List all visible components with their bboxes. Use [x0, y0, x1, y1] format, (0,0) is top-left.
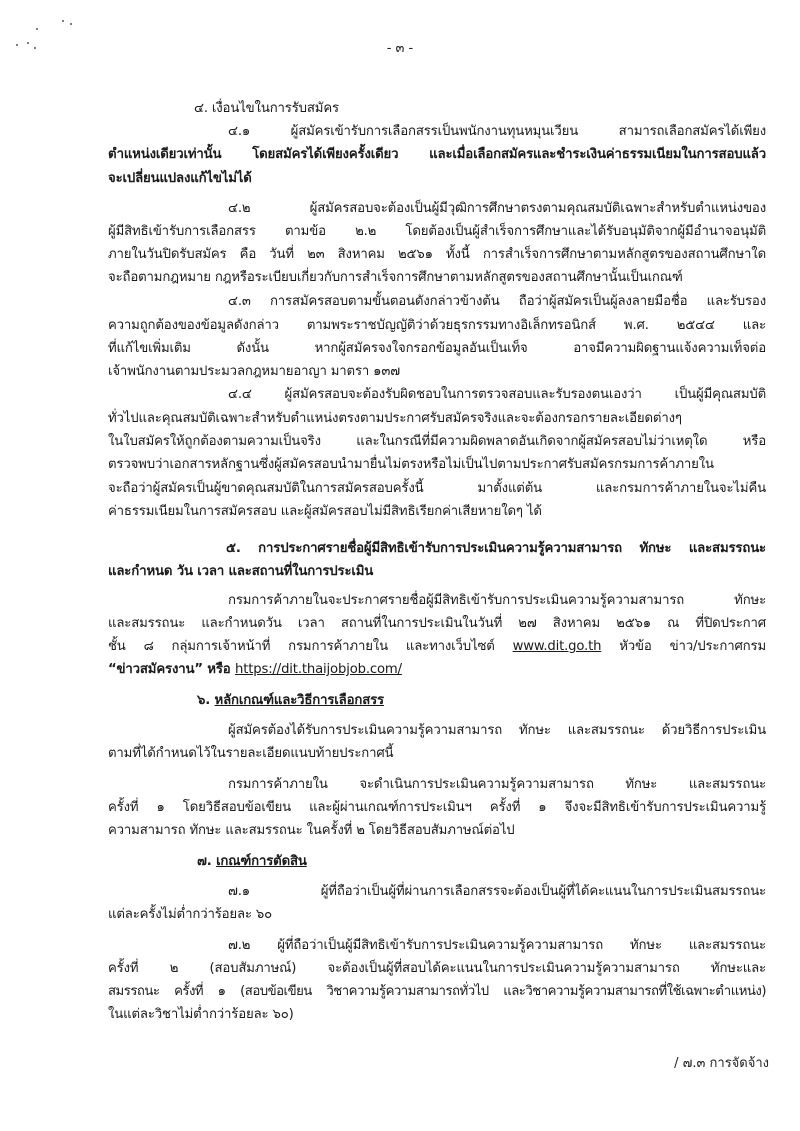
paragraph-4-3-line: เจ้าพนักงานตามประมวลกฎหมายอาญา มาตรา ๑๓๗: [108, 364, 401, 379]
page-number: - ๓ -: [386, 41, 414, 56]
section-7-title: เกณฑ์การตัดสิน: [216, 854, 307, 869]
paragraph-4-2-line: ผู้มีสิทธิเข้ารับการเลือกสรร ตามข้อ ๒.๒ โดยต้องเป็นผู้สำเร็จการศึกษาและได้รับอนุมัติจากผู้มีอำนาจอนุมัติ: [108, 224, 766, 239]
scan-speck: [36, 28, 38, 30]
section-7-heading: [197, 853, 307, 871]
section-6-paragraph-line: กรมการค้าภายใน จะดำเนินการประเมินความรู้ความสามารถ ทักษะ และสมรรถนะ: [228, 777, 766, 792]
section-6-number: ๖.: [197, 693, 215, 708]
paragraph-4-4-line: จะถือว่าผู้สมัครเป็นผู้ขาดคุณสมบัติในการสมัครสอบครั้งนี้ มาตั้งแต่ต้น และกรมการค้าภายในจะไม่คืน: [108, 481, 766, 496]
section-7-number: ๗.: [197, 854, 217, 869]
paragraph-4-2-line: ๔.๒ ผู้สมัครสอบจะต้องเป็นผู้มีวุฒิการศึกษาตรงตามคุณสมบัติเฉพาะสำหรับตำแหน่งของ: [228, 201, 766, 216]
thaijobjob-link[interactable]: https://dit.thaijobjob.com/: [235, 662, 402, 677]
section-5-text: ชั้น ๘ กลุ่มการเจ้าหน้าที่ กรมการค้าภายใน และทางเว็บไซต์: [108, 639, 513, 654]
section-6-paragraph-line: ครั้งที่ ๑ โดยวิธีสอบข้อเขียน และผู้ผ่านเกณฑ์การประเมินฯ ครั้งที่ ๑ จึงจะมีสิทธิเข้ารับการประเมินความรู้: [108, 800, 766, 815]
section-6-paragraph-line: ผู้สมัครต้องได้รับการประเมินความรู้ความสามารถ ทักษะ และสมรรถนะ ด้วยวิธีการประเมิน: [228, 723, 766, 738]
paragraph-4-4-line: ในใบสมัครให้ถูกต้องตามความเป็นจริง และในกรณีที่มีความผิดพลาดอันเกิดจากผู้สมัครสอบไม่ว่าเหตุใด หรือ: [108, 434, 766, 449]
paragraph-4-1-line: ๔.๑ ผู้สมัครเข้ารับการเลือกสรรเป็นพนักงานทุนหมุนเวียน สามารถเลือกสมัครได้เพียง: [228, 124, 766, 139]
paragraph-4-3-line: ที่แก้ไขเพิ่มเติม ดังนั้น หากผู้สมัครจงใจกรอกข้อมูลอันเป็นเท็จ อาจมีความผิดฐานแจ้งความเท็จต่อ: [108, 341, 766, 356]
section-5-body-line: กรมการค้าภายในจะประกาศรายชื่อผู้มีสิทธิเข้ารับการประเมินความรู้ความสามารถ ทักษะ: [228, 593, 766, 608]
paragraph-7-1-line: ๗.๑ ผู้ที่ถือว่าเป็นผู้ที่ผ่านการเลือกสรรจะต้องเป็นผู้ที่ได้คะแนนในการประเมินสมรรถนะ: [228, 884, 766, 899]
section-5-body-line: และสมรรถนะ และกำหนดวัน เวลา สถานที่ในการประเมินในวันที่ ๒๗ สิงหาคม ๒๕๖๑ ณ ที่ปิดประกาศ: [108, 616, 766, 631]
paragraph-7-2-line: ในแต่ละวิชาไม่ต่ำกว่าร้อยละ ๖๐): [108, 1007, 294, 1022]
paragraph-4-3-line: ความถูกต้องของข้อมูลดังกล่าว ตามพระราชบัญญัติว่าด้วยธุรกรรมทางอิเล็กทรอนิกส์ พ.ศ. ๒๕๔๔ และ: [108, 318, 766, 333]
scan-speck: [70, 23, 72, 25]
paragraph-4-2-line: จะถือตามกฎหมาย กฎหรือระเบียบเกี่ยวกับการสำเร็จการศึกษาตามหลักสูตรของสถานศึกษานั้นเป็นเกณฑ์: [108, 270, 683, 285]
section-6-paragraph-line: ความสามารถ ทักษะ และสมรรถนะ ในครั้งที่ ๒ โดยวิธีสอบสัมภาษณ์ต่อไป: [108, 823, 515, 838]
paragraph-4-4-line: ทั่วไปและคุณสมบัติเฉพาะสำหรับตำแหน่งตรงตามประกาศรับสมัครจริงและจะต้องกรอกรายละเอียดต่างๆ: [108, 411, 682, 426]
section-6-paragraph-line: ตามที่ได้กำหนดไว้ในรายละเอียดแนบท้ายประกาศนี้: [108, 746, 394, 761]
paragraph-4-4-line: ๔.๔ ผู้สมัครสอบจะต้องรับผิดชอบในการตรวจสอบและรับรองตนเองว่า เป็นผู้มีคุณสมบัติ: [228, 387, 766, 402]
paragraph-4-4-line: ตรวจพบว่าเอกสารหลักฐานซึ่งผู้สมัครสอบนำมายื่นไม่ตรงหรือไม่เป็นไปตามประกาศรับสมัครกรมการค้าภายใน: [108, 457, 714, 472]
section-6-heading: [197, 692, 384, 710]
paragraph-7-1-line: แต่ละครั้งไม่ต่ำกว่าร้อยละ ๖๐: [108, 907, 273, 922]
section-6-title: หลักเกณฑ์และวิธีการเลือกสรร: [214, 693, 384, 708]
paragraph-7-2-line: ๗.๒ ผู้ที่ถือว่าเป็นผู้มีสิทธิเข้ารับการประเมินความรู้ความสามารถ ทักษะ และสมรรถนะ: [228, 938, 766, 953]
section-5-heading: ๕. การประกาศรายชื่อผู้มีสิทธิเข้ารับการประเมินความรู้ความสามารถ ทักษะ และสมรรถนะ: [226, 541, 766, 556]
section-5-heading: และกำหนด วัน เวลา และสถานที่ในการประเมิน: [108, 564, 374, 579]
paragraph-4-1-line: จะเปลี่ยนแปลงแก้ไขไม่ได้: [108, 171, 252, 186]
section-5-body-line: [108, 661, 766, 679]
paragraph-4-3-line: ๔.๓ การสมัครสอบตามขั้นตอนดังกล่าวข้างต้น ถือว่าผู้สมัครเป็นผู้ลงลายมือชื่อ และรับรอง: [228, 294, 766, 309]
paragraph-7-2-line: ครั้งที่ ๒ (สอบสัมภาษณ์) จะต้องเป็นผู้ที่สอบได้คะแนนในการประเมินความรู้ความสามารถ ทักษะและ: [108, 961, 766, 976]
continuation-note: / ๗.๓ การจัดจ้าง: [674, 1056, 769, 1071]
scan-speck: [62, 20, 64, 22]
section-5-text: หัวข้อ ข่าว/ประกาศกรม: [601, 639, 766, 654]
paragraph-4-1-line: ตำแหน่งเดียวเท่านั้น โดยสมัครได้เพียงครั้งเดียว และเมื่อเลือกสมัครและชำระเงินค่าธรรมเนียมในการสอบแล้ว: [108, 147, 766, 162]
section-5-text: “ข่าวสมัครงาน” หรือ: [108, 662, 235, 677]
paragraph-4-2-line: ภายในวันปิดรับสมัคร คือ วันที่ ๒๓ สิงหาคม ๒๕๖๑ ทั้งนี้ การสำเร็จการศึกษาตามหลักสูตรของสถานศึกษาใด: [108, 247, 766, 262]
paragraph-7-2-line: สมรรถนะ ครั้งที่ ๑ (สอบข้อเขียน วิชาความรู้ความสามารถทั่วไป และวิชาความรู้ความสามารถที่ใช้เฉพาะตำแหน่ง): [108, 984, 766, 999]
section-4-heading: ๔. เงื่อนไขในการรับสมัคร: [194, 101, 339, 116]
section-5-body-line: [108, 638, 766, 656]
paragraph-4-4-line: ค่าธรรมเนียมในการสมัครสอบ และผู้สมัครสอบไม่มีสิทธิเรียกค่าเสียหายใดๆ ได้: [108, 504, 542, 519]
dit-website-link[interactable]: www.dit.go.th: [512, 639, 602, 654]
